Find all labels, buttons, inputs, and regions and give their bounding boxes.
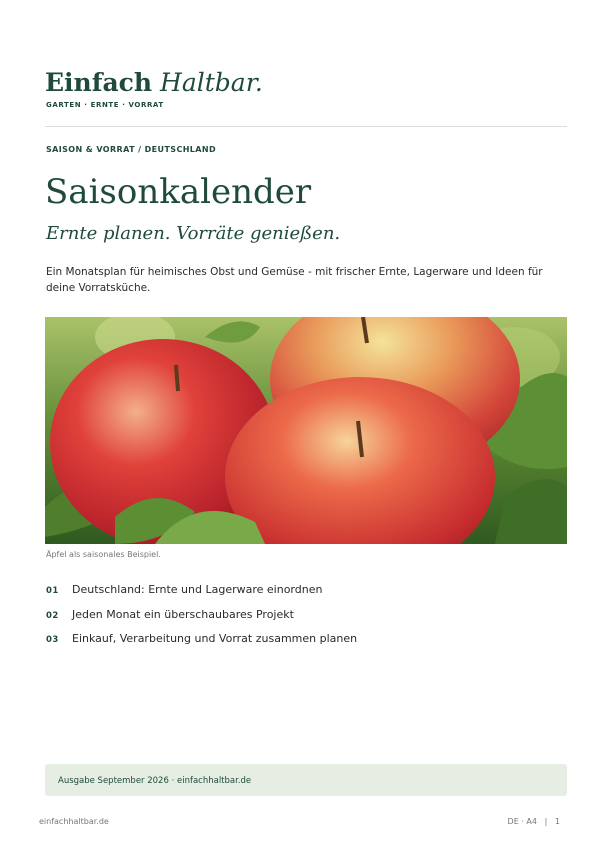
list-item bbox=[46, 583, 357, 608]
footer-site: einfachhaltbar.de bbox=[39, 817, 109, 826]
header-divider bbox=[45, 126, 567, 127]
page-title: Saisonkalender bbox=[45, 172, 312, 212]
apple-stem-left bbox=[176, 365, 178, 391]
edition-text: Ausgabe September 2026 · einfachhaltbar.de bbox=[58, 776, 252, 786]
item-number: 01 bbox=[46, 586, 59, 596]
item-text: Jeden Monat ein überschaubares Projekt bbox=[72, 607, 294, 621]
footer-page-info: DE · A4 | 1 bbox=[507, 817, 560, 826]
brand-logo bbox=[45, 68, 263, 97]
highlights-list bbox=[46, 583, 357, 657]
item-number: 03 bbox=[46, 635, 59, 645]
page-subtitle: Ernte planen. Vorräte genießen. bbox=[46, 223, 341, 244]
list-item bbox=[46, 608, 357, 633]
item-text: Einkauf, Verarbeitung und Vorrat zusammen planen bbox=[72, 632, 358, 645]
brand-italic: Haltbar. bbox=[160, 68, 263, 97]
apples-photo bbox=[45, 317, 567, 544]
list-item bbox=[46, 632, 357, 657]
image-caption: Äpfel als saisonales Beispiel. bbox=[46, 550, 161, 559]
brand-bold: Einfach bbox=[45, 68, 153, 97]
brand-tagline: GARTEN · ERNTE · VORRAT bbox=[46, 101, 164, 109]
edition-banner bbox=[45, 764, 567, 796]
item-text: Deutschland: Ernte und Lagerware einordnen bbox=[72, 583, 323, 596]
item-number: 02 bbox=[46, 610, 59, 621]
breadcrumb: SAISON & VORRAT / DEUTSCHLAND bbox=[46, 145, 217, 154]
intro-text: Ein Monatsplan für heimisches Obst und Gemüse - mit frischer Ernte, Lagerware und Ideen für deine Vorratsküche. bbox=[46, 266, 543, 294]
